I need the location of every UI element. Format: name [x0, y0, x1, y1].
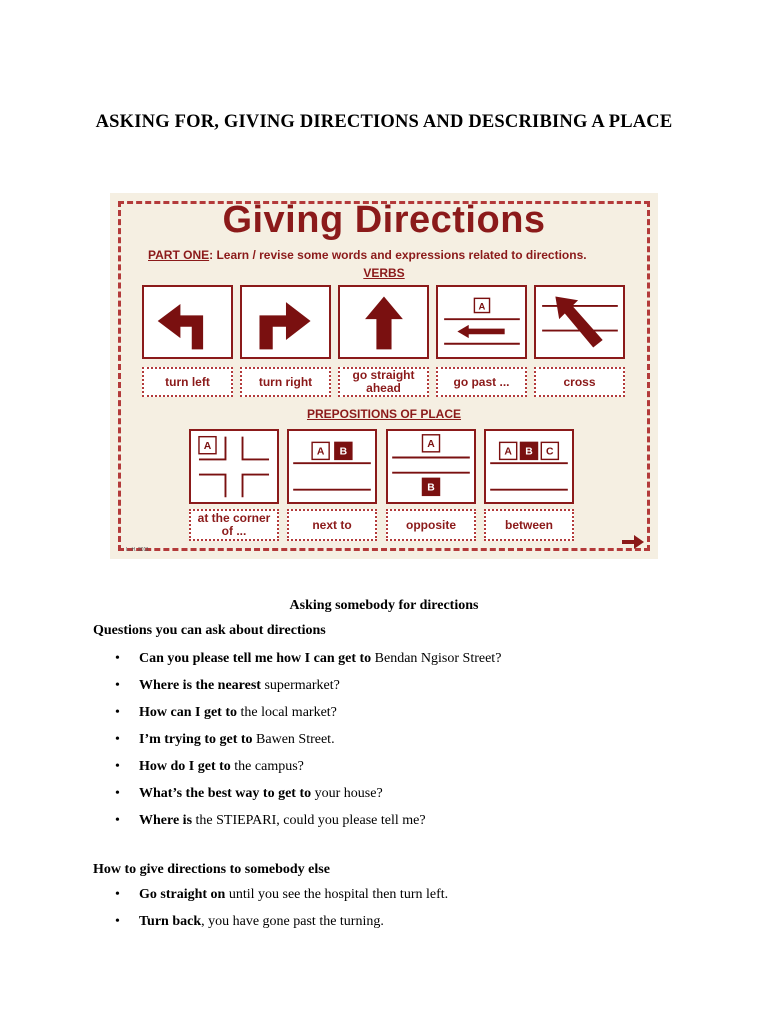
next-page-arrow-icon[interactable]	[622, 535, 644, 549]
questions-heading: Questions you can ask about directions	[93, 623, 326, 638]
verb-caption-cross: cross	[534, 367, 625, 397]
next-to-diagram-icon	[287, 429, 377, 504]
opposite-box-b: B	[427, 482, 435, 494]
turn-right-arrow-icon	[240, 285, 331, 359]
turn-left-arrow-icon	[142, 285, 233, 359]
list-item: • How do I get to the campus?	[93, 758, 501, 785]
giving-directions-poster	[110, 193, 658, 559]
between-box-c: C	[546, 446, 554, 458]
poster-credit: L. H. 2011	[126, 547, 149, 553]
list-item: • How can I get to the local market?	[93, 704, 501, 731]
verb-caption-go-straight-ahead: go straight ahead	[338, 367, 429, 397]
poster-subtitle-part: PART ONE	[148, 248, 210, 262]
give-directions-list	[93, 886, 448, 940]
corner-box-a: A	[203, 440, 212, 452]
prep-caption-between: between	[484, 509, 574, 541]
prep-caption-next-to: next to	[287, 509, 377, 541]
list-item: • Where is the STIEPARI, could you please tell me?	[93, 812, 501, 839]
next-to-box-b: B	[339, 446, 348, 458]
questions-list	[93, 650, 501, 839]
opposite-diagram-icon	[386, 429, 476, 504]
give-directions-heading: How to give directions to somebody else	[93, 862, 330, 877]
verbs-label: VERBS	[363, 266, 405, 280]
list-item: • Go straight on until you see the hospital then turn left.	[93, 886, 448, 913]
svg-text:A: A	[478, 301, 486, 313]
list-item: • Where is the nearest supermarket?	[93, 677, 501, 704]
between-box-b: B	[525, 446, 533, 458]
prep-caption-corner: at the corner of ...	[189, 509, 279, 541]
straight-ahead-arrow-icon	[338, 285, 429, 359]
corner-diagram-icon	[189, 429, 279, 504]
poster-title: Giving Directions	[222, 199, 546, 241]
go-past-arrow-icon	[436, 285, 527, 359]
opposite-box-a: A	[427, 439, 435, 451]
verb-caption-turn-right: turn right	[240, 367, 331, 397]
list-item: • I’m trying to get to Bawen Street.	[93, 731, 501, 758]
list-item: • Can you please tell me how I can get to Bendan Ngisor Street?	[93, 650, 501, 677]
list-item: • Turn back, you have gone past the turning.	[93, 913, 448, 940]
prep-caption-opposite: opposite	[386, 509, 476, 541]
section-heading: Asking somebody for directions	[289, 598, 479, 613]
verb-caption-turn-left: turn left	[142, 367, 233, 397]
poster-subtitle-rest: : Learn / revise some words and expressions related to directions.	[209, 248, 587, 262]
between-box-a: A	[504, 446, 512, 458]
cross-arrow-icon	[534, 285, 625, 359]
poster-subtitle	[148, 248, 587, 262]
between-diagram-icon	[484, 429, 574, 504]
page-title: ASKING FOR, GIVING DIRECTIONS AND DESCRIBING A PLACE	[95, 112, 673, 132]
next-to-box-a: A	[316, 446, 325, 458]
list-item: • What’s the best way to get to your house?	[93, 785, 501, 812]
verb-caption-go-past: go past ...	[436, 367, 527, 397]
prepositions-label: PREPOSITIONS OF PLACE	[306, 407, 462, 421]
